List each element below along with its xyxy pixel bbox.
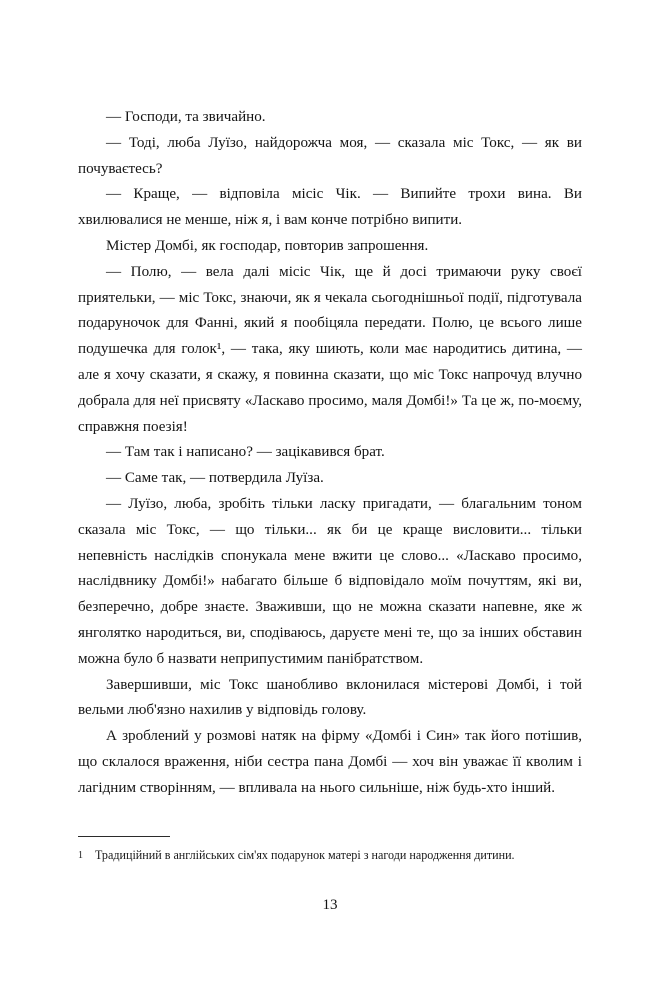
page-number: 13 xyxy=(322,897,338,913)
footnote-marker: 1 xyxy=(78,850,83,861)
footnote-area xyxy=(78,836,582,865)
paragraph: — Полю, — вела далі місіс Чік, ще й досі тримаючи руку своєї приятельки, — міс Токс, знаючи, як я чекала сьогоднішньої події, підготувала подаруночок для Фанні, який я пообіцяла передати. Полю, це всього лише подушечка для голок¹, — така, яку шиють, коли має народитись дитина, — але я хочу сказати, я скажу, я повинна сказати, що міс Токс напрочуд влучно добрала для неї присвяту «Ласкаво просимо, маля Домбі!» Та це ж, по-моєму, справжня поезія! xyxy=(78,263,582,435)
paragraph: — Луїзо, люба, зробіть тільки ласку пригадати, — благальним тоном сказала міс Токс, — що тільки... як би це краще висловити... тільки непевність наслідків спонукала мене вжити це слово... «Ласкаво просимо, наслідвнику Домбі!» набагато більше б відповідало моїм почуттям, які ви, безперечно, добре знаєте. Зваживши, що не можна сказати напевне, яке ж янголятко народиться, ви, сподіваюсь, даруєте мені те, що за інших обставин можна було б назвати неприпустимим панібратством. xyxy=(78,495,582,667)
paragraph: — Саме так, — потвердила Луїза. xyxy=(106,470,324,487)
paragraph: Завершивши, міс Токс шанобливо вклонилася містерові Домбі, і той вельми люб'язно нахилив у відповідь голову. xyxy=(78,676,582,719)
footnote xyxy=(78,846,582,865)
page-body xyxy=(78,105,582,802)
footnote-separator xyxy=(78,836,170,837)
footnote-text: Традиційний в англійських сім'ях подарунок матері з нагоди народження дитини. xyxy=(95,848,515,862)
paragraph: — Краще, — відповіла місіс Чік. — Випийте трохи вина. Ви хвилювалися не менше, ніж я, і вам конче потрібно випити. xyxy=(78,186,582,229)
paragraph: А зроблений у розмові натяк на фірму «Домбі і Син» так його потішив, що склалося враження, ніби сестра пана Домбі — хоч він уважає її кволим і лагідним створінням, — впливала на нього сильніше, ніж будь-хто інший. xyxy=(78,728,582,796)
paragraph: Містер Домбі, як господар, повторив запрошення. xyxy=(106,237,429,254)
paragraph: — Господи, та звичайно. xyxy=(106,109,266,125)
paragraph: — Там так і написано? — зацікавився брат. xyxy=(106,444,385,461)
paragraph: — Тоді, люба Луїзо, найдорожча моя, — сказала міс Токс, — як ви почуваєтесь? xyxy=(78,134,582,177)
